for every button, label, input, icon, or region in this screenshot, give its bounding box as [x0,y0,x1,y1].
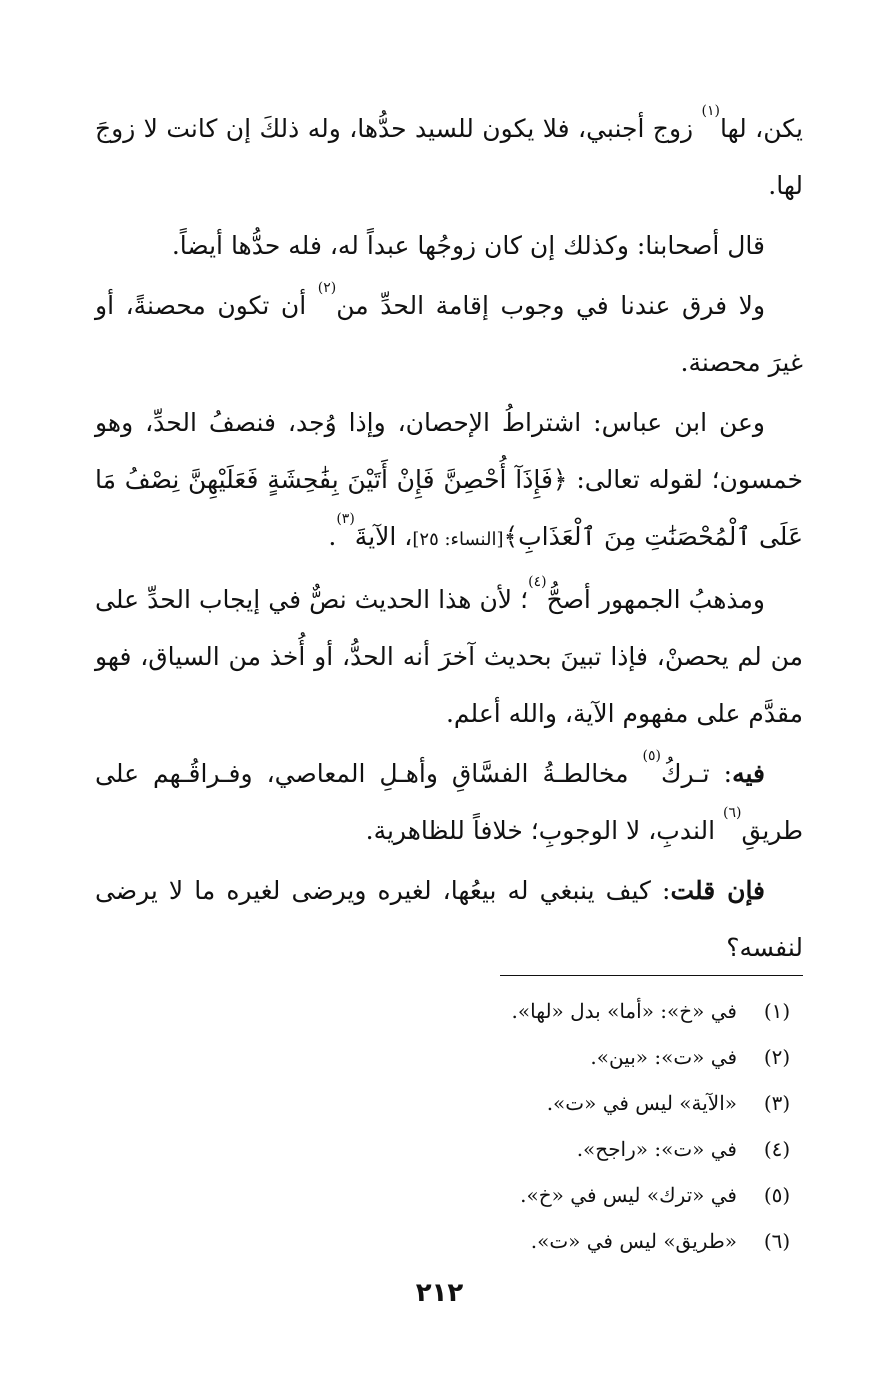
paragraph-p3 [95,277,803,391]
footnote-number: (٢) [763,1045,791,1069]
text-segment: . [328,522,337,551]
quran-verse: ﴿فَإِذَآ أُحْصِنَّ فَإِنْ أَتَيْنَ بِفَٰحِشَةٍ فَعَلَيْهِنَّ نِصْفُ مَا عَلَى ٱلْمُحْصَنَٰتِ مِنَ ٱلْعَذَابِ﴾ [95,465,803,551]
footnote-item [300,1172,803,1218]
bold-heading-word: فإن قلت [670,876,766,905]
footnote-number: (١) [763,999,791,1023]
footnote-number: (٦) [763,1229,791,1253]
verse-citation: [النساء: ٢٥] [412,529,504,550]
text-segment: زوج أجنبي، فلا يكون للسيد حدُّها، وله ذلكَ إن كانت لا زوجَ لها. [95,114,803,200]
paragraph-p7 [95,862,803,976]
text-segment: : تـركُ [660,759,733,788]
paragraph-p2 [95,217,803,274]
footnote-text: «الآية» ليس في «ت». [546,1091,737,1115]
footnote-item [300,1080,803,1126]
text-segment: أن تكون محصنةً، أو غيرَ محصنة. [95,291,803,377]
footnote-marker: (٢) [317,280,337,296]
text-segment: وعن ابن عباس: اشتراطُ الإحصان، وإذا وُجد، فنصفُ الحدِّ، وهو خمسون؛ لقوله تعالى: [95,408,804,494]
main-text [95,100,803,979]
paragraph-p6 [95,745,803,859]
text-segment: ، الآيةَ [354,522,413,551]
text-segment: الندبِ، لا الوجوبِ؛ خلافاً للظاهرية. [365,816,724,845]
footnote-marker: (٥) [642,748,661,764]
footnote-item [300,1034,803,1080]
footnote-text: في «ترك» ليس في «خ». [520,1183,737,1207]
footnotes-list [300,988,803,1264]
paragraph-p1 [95,100,803,214]
footnote-number: (٣) [763,1091,791,1115]
footnote-marker: (٦) [723,805,742,821]
page-number: ٢١٢ [415,1278,464,1308]
footnote-text: في «ت»: «بين». [590,1045,737,1069]
footnote-item [300,1126,803,1172]
footnote-marker: (١) [701,103,720,119]
footnote-item [300,988,803,1034]
footnote-separator [500,975,803,976]
text-segment: مخالطـةُ الفسَّاقِ وأهـلِ المعاصي، وفـراقُـهم على طريقِ [95,759,803,845]
paragraph-p5 [95,571,803,742]
footnote-text: في «خ»: «أما» بدل «لها». [511,999,737,1023]
text-segment: قال أصحابنا: وكذلك إن كان زوجُها عبداً له، فله حدُّها أيضاً. [171,231,765,260]
text-segment: يكن، لها [719,114,803,143]
text-segment: ولا فرق عندنا في وجوب إقامة الحدِّ من [336,291,766,320]
footnote-marker: (٣) [336,511,355,527]
footnote-text: في «ت»: «راجح». [576,1137,737,1161]
footnote-marker: (٤) [528,574,547,590]
text-segment: ؛ لأن هذا الحديث نصٌّ في إيجاب الحدِّ على من لم يحصنْ، فإذا تبينَ بحديث آخرَ أنه الحدُّ، أو أُخذ من السياق، فهو مقدَّم على مفهوم الآية، والله أعلم. [95,585,803,728]
footnote-text: «طريق» ليس في «ت». [530,1229,737,1253]
paragraph-p4 [95,394,803,568]
text-segment: ومذهبُ الجمهور أصحُّ [546,585,765,614]
footnote-item [300,1218,803,1264]
bold-heading-word: فيه [732,759,765,788]
footnote-number: (٤) [763,1137,791,1161]
text-segment: : كيف ينبغي له بيعُها، لغيره ويرضى لغيره ما لا يرضى لنفسه؟ [95,876,803,962]
footnote-number: (٥) [763,1183,791,1207]
